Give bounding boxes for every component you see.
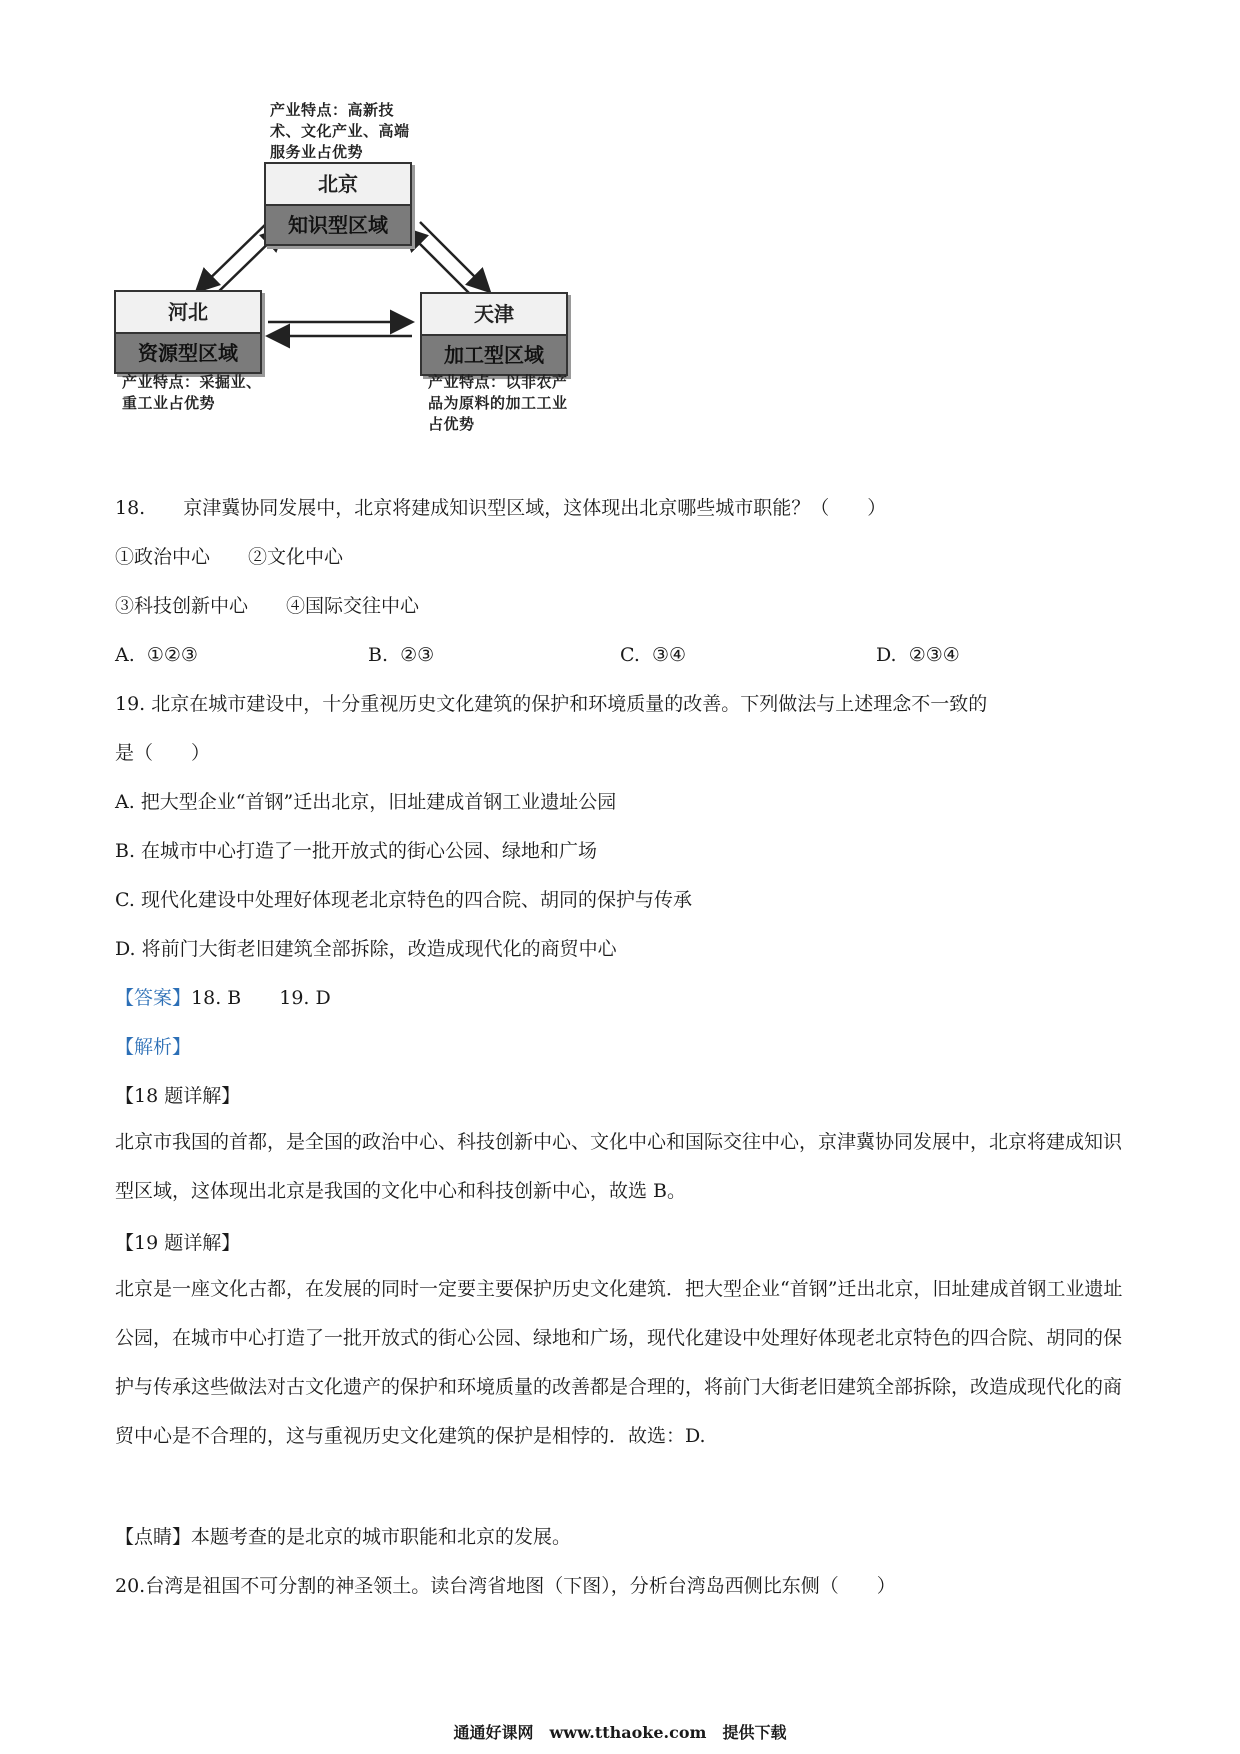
q18-option-d: D. ②③④ — [876, 644, 960, 666]
q19-option-d: D. 将前门大街老旧建筑全部拆除，改造成现代化的商贸中心 — [115, 938, 617, 960]
q19-stem-line2: 是（ ） — [115, 742, 211, 764]
beijing-box — [264, 162, 412, 246]
q19-option-c: C. 现代化建设中处理好体现老北京特色的四合院、胡同的保护与传承 — [115, 889, 692, 911]
tianjin-type: 加工型区域 — [422, 334, 566, 374]
answer-text: 18. B 19. D — [191, 987, 331, 1009]
hebei-note: 产业特点：采掘业、重工业占优势 — [122, 373, 262, 412]
analysis-tag: 【解析】 — [115, 1036, 192, 1058]
arrow-tianjin-to-beijing — [406, 230, 474, 298]
pointer-note: 【点睛】本题考查的是北京的城市职能和北京的发展。 — [115, 1526, 572, 1548]
detail19-title: 【19 题详解】 — [115, 1232, 241, 1254]
q19-option-a: A. 把大型企业“首钢”迁出北京，旧址建成首钢工业遗址公园 — [115, 791, 617, 813]
q20-stem: 20.台湾是祖国不可分割的神圣领土。读台湾省地图（下图），分析台湾岛西侧比东侧（ ） — [115, 1575, 896, 1597]
q18-option-b: B. ②③ — [368, 644, 435, 666]
answer-line — [115, 984, 331, 1012]
q18-items-2: ③科技创新中心 ④国际交往中心 — [115, 595, 420, 617]
q18-option-a: A. ①②③ — [115, 644, 198, 666]
arrow-beijing-to-tianjin — [420, 222, 488, 290]
hebei-box — [114, 290, 262, 374]
q18-stem: 18. 京津冀协同发展中，北京将建成知识型区域，这体现出北京哪些城市职能？（ ） — [115, 497, 887, 519]
tianjin-name: 天津 — [474, 302, 514, 326]
hebei-type: 资源型区域 — [116, 332, 260, 372]
beijing-name: 北京 — [318, 172, 358, 196]
detail18-text: 北京市我国的首都，是全国的政治中心、科技创新中心、文化中心和国际交往中心，京津冀协同发展中，北京将建成知识型区域，这体现出北京是我国的文化中心和科技创新中心，故选 B。 — [115, 1131, 1123, 1202]
detail18-title: 【18 题详解】 — [115, 1085, 241, 1107]
answer-tag: 【答案】 — [115, 987, 192, 1009]
beijing-type: 知识型区域 — [266, 204, 410, 244]
hebei-name: 河北 — [168, 300, 208, 324]
industry-diagram — [120, 100, 660, 480]
footer-source: 通通好课网 www.tthaoke.com 提供下载 — [453, 1723, 787, 1742]
detail19-text: 北京是一座文化古都，在发展的同时一定要主要保护历史文化建筑．把大型企业“首钢”迁出北京，旧址建成首钢工业遗址公园，在城市中心打造了一批开放式的街心公园、绿地和广场，现代化建设中处理好体现老北京特色的四合院、胡同的保护与传承这些做法对古文化遗产的保护和环境质量的改善都是合理的，将前门大街老旧建筑全部拆除，改造成现代化的商贸中心是不合理的，这与重视历史文化建筑的保护是相悖的．故选：D. — [115, 1278, 1123, 1447]
tianjin-note: 产业特点：以非农产品为原料的加工工业占优势 — [428, 373, 568, 433]
q18-option-c: C. ③④ — [620, 644, 687, 666]
q19-option-b: B. 在城市中心打造了一批开放式的街心公园、绿地和广场 — [115, 840, 598, 862]
q19-stem-line1: 19. 北京在城市建设中，十分重视历史文化建筑的保护和环境质量的改善。下列做法与上述理念不一致的 — [115, 693, 988, 715]
beijing-note: 产业特点：高新技术、文化产业、高端服务业占优势 — [270, 101, 410, 161]
q18-items-1: ①政治中心 ②文化中心 — [115, 546, 344, 568]
tianjin-box — [420, 292, 568, 376]
arrow-beijing-to-hebei — [198, 222, 268, 290]
